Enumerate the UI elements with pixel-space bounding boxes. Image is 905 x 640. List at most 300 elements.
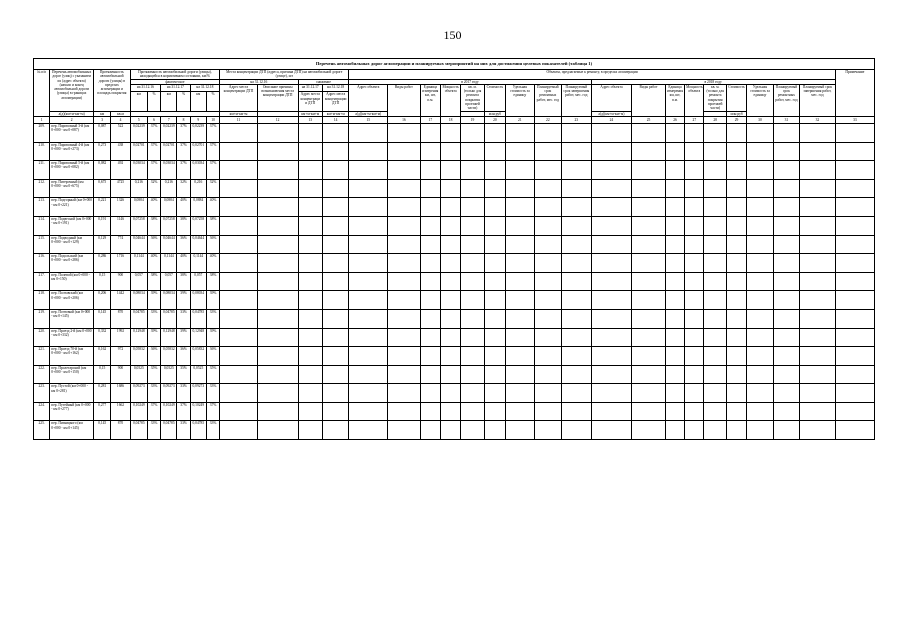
cell-empty bbox=[440, 235, 460, 254]
header-work-type-2018: Виды работ bbox=[632, 84, 666, 116]
cell-empty bbox=[800, 328, 836, 347]
cell-v2: 0,03034 bbox=[161, 161, 177, 180]
cell-empty bbox=[562, 254, 592, 273]
cell-empty bbox=[322, 272, 348, 291]
cell-name: пер. Паровозный 4-й (км 0+000 - км 0+273) bbox=[50, 142, 94, 161]
table-row bbox=[34, 272, 875, 291]
header-cost-2018: Стоимость bbox=[726, 84, 746, 111]
cell-empty bbox=[534, 328, 561, 347]
cell-empty bbox=[726, 254, 746, 273]
cell-p2: 33% bbox=[177, 384, 190, 403]
cell-empty bbox=[461, 328, 484, 347]
header-dtp-addr-2: Адрес места концентрации ДТП bbox=[298, 92, 322, 111]
cell-no: 222. bbox=[34, 365, 50, 384]
data-rows bbox=[34, 123, 875, 439]
cell-empty bbox=[388, 365, 421, 384]
cell-empty bbox=[665, 272, 684, 291]
cell-p2: 38% bbox=[177, 272, 190, 291]
cell-no: 223. bbox=[34, 384, 50, 403]
table-row bbox=[34, 161, 875, 180]
column-number: 22 bbox=[534, 116, 561, 123]
cell-v2: 0,04644 bbox=[161, 235, 177, 254]
cell-empty bbox=[322, 216, 348, 235]
cell-empty bbox=[685, 142, 704, 161]
cell-empty bbox=[835, 421, 874, 440]
cell-empty bbox=[665, 254, 684, 273]
cell-empty bbox=[747, 309, 773, 328]
cell-empty bbox=[388, 179, 421, 198]
cell-empty bbox=[685, 123, 704, 142]
cell-empty bbox=[349, 309, 388, 328]
cell-empty bbox=[685, 347, 704, 366]
cell-empty bbox=[322, 328, 348, 347]
header-plan-end-2018: Планируемый срок завершения работ, мес. год bbox=[800, 84, 836, 116]
cell-name: пер. Полтавский (км 0+000 - км 0+206) bbox=[50, 291, 94, 310]
cell-len: 0,221 bbox=[94, 198, 111, 217]
cell-empty bbox=[747, 142, 773, 161]
cell-empty bbox=[632, 328, 666, 347]
cell-empty bbox=[726, 272, 746, 291]
cell-empty bbox=[591, 123, 632, 142]
header-area-2017: кв. м. (только для ремонта покрытия проезжей части) bbox=[461, 84, 484, 111]
cell-empty bbox=[388, 402, 421, 421]
cell-empty bbox=[800, 142, 836, 161]
cell-empty bbox=[632, 291, 666, 310]
cell-empty bbox=[534, 365, 561, 384]
cell-empty bbox=[440, 198, 460, 217]
cell-len: 0,277 bbox=[94, 402, 111, 421]
cell-p2: 37% bbox=[177, 402, 190, 421]
cell-empty bbox=[835, 365, 874, 384]
cell-empty bbox=[257, 179, 298, 198]
cell-v3: 0,057 bbox=[190, 272, 206, 291]
cell-empty bbox=[420, 142, 440, 161]
cell-no: 213. bbox=[34, 198, 50, 217]
cell-empty bbox=[835, 161, 874, 180]
cell-empty bbox=[484, 179, 505, 198]
header-date-1: на 31.12.16 bbox=[130, 84, 161, 91]
cell-empty bbox=[420, 421, 440, 440]
column-number: 13 bbox=[298, 116, 322, 123]
cell-empty bbox=[747, 272, 773, 291]
cell-empty bbox=[534, 309, 561, 328]
cell-p3: 38% bbox=[206, 272, 219, 291]
column-number: 3 bbox=[94, 116, 111, 123]
column-number: 18 bbox=[440, 116, 460, 123]
column-number: 4 bbox=[111, 116, 130, 123]
cell-empty bbox=[562, 347, 592, 366]
cell-empty bbox=[800, 198, 836, 217]
cell-v3: 0,05832 bbox=[190, 347, 206, 366]
cell-empty bbox=[773, 347, 799, 366]
cell-len: 0,145 bbox=[94, 421, 111, 440]
cell-empty bbox=[388, 235, 421, 254]
cell-p3: 37% bbox=[206, 123, 219, 142]
cell-empty bbox=[704, 216, 726, 235]
cell-v3: 0,08034 bbox=[190, 291, 206, 310]
cell-empty bbox=[562, 402, 592, 421]
cell-empty bbox=[591, 347, 632, 366]
cell-area: 900 bbox=[111, 272, 130, 291]
cell-empty bbox=[484, 365, 505, 384]
cell-empty bbox=[506, 421, 534, 440]
cell-empty bbox=[800, 161, 836, 180]
cell-empty bbox=[835, 291, 874, 310]
cell-empty bbox=[506, 291, 534, 310]
cell-empty bbox=[747, 347, 773, 366]
cell-empty bbox=[685, 291, 704, 310]
table-row bbox=[34, 328, 875, 347]
cell-empty bbox=[484, 347, 505, 366]
header-unit-pct-1: % bbox=[147, 92, 160, 111]
cell-empty bbox=[220, 272, 258, 291]
cell-empty bbox=[440, 216, 460, 235]
cell-empty bbox=[440, 421, 460, 440]
cell-empty bbox=[685, 198, 704, 217]
column-number: 29 bbox=[726, 116, 746, 123]
cell-no: 214. bbox=[34, 216, 50, 235]
table-row bbox=[34, 421, 875, 440]
cell-empty bbox=[773, 179, 799, 198]
cell-empty bbox=[388, 309, 421, 328]
cell-empty bbox=[534, 347, 561, 366]
cell-name: пер. Подводный (км 0+000 - км 0+129) bbox=[50, 235, 94, 254]
header-dtp-addr-3: Адрес места концентрации ДТП bbox=[322, 92, 348, 111]
cell-p1: 37% bbox=[147, 123, 160, 142]
cell-area: 492 bbox=[111, 161, 130, 180]
cell-empty bbox=[420, 123, 440, 142]
cell-empty bbox=[726, 384, 746, 403]
cell-empty bbox=[461, 142, 484, 161]
cell-empty bbox=[349, 235, 388, 254]
cell-p2: 37% bbox=[177, 123, 190, 142]
cell-empty bbox=[322, 142, 348, 161]
cell-empty bbox=[726, 235, 746, 254]
cell-empty bbox=[591, 365, 632, 384]
cell-p2: 33% bbox=[177, 421, 190, 440]
cell-p1: 40% bbox=[147, 254, 160, 273]
cell-empty bbox=[506, 309, 534, 328]
cell-p1: 33% bbox=[147, 384, 160, 403]
header-unit-km-1: км bbox=[130, 92, 147, 111]
header-date-3: на 31.12.18 bbox=[190, 84, 220, 91]
cell-v2: 0,07258 bbox=[161, 216, 177, 235]
column-number: 9 bbox=[190, 116, 206, 123]
cell-name: пер. Подвесной (км 0+000 - км 0+191) bbox=[50, 216, 94, 235]
cell-empty bbox=[800, 179, 836, 198]
cell-empty bbox=[591, 216, 632, 235]
cell-no: 215. bbox=[34, 235, 50, 254]
cell-empty bbox=[440, 123, 460, 142]
cell-len: 0,162 bbox=[94, 347, 111, 366]
cell-empty bbox=[349, 402, 388, 421]
cell-v3: 0,04644 bbox=[190, 235, 206, 254]
cell-empty bbox=[257, 291, 298, 310]
cell-name: пер. Пустой (км 0+000 - км 0+281) bbox=[50, 384, 94, 403]
cell-empty bbox=[665, 161, 684, 180]
table-row bbox=[34, 254, 875, 273]
cell-empty bbox=[632, 309, 666, 328]
cell-empty bbox=[665, 365, 684, 384]
cell-empty bbox=[773, 365, 799, 384]
cell-len: 0,273 bbox=[94, 142, 111, 161]
cell-empty bbox=[665, 123, 684, 142]
cell-empty bbox=[420, 328, 440, 347]
column-number: 11 bbox=[220, 116, 258, 123]
cell-empty bbox=[835, 142, 874, 161]
cell-empty bbox=[440, 347, 460, 366]
cell-p1: 38% bbox=[147, 272, 160, 291]
cell-empty bbox=[632, 421, 666, 440]
cell-empty bbox=[591, 179, 632, 198]
cell-no: 225. bbox=[34, 421, 50, 440]
cell-v3: 0,03034 bbox=[190, 161, 206, 180]
column-number: 32 bbox=[800, 116, 836, 123]
cell-p3: 36% bbox=[206, 347, 219, 366]
cell-empty bbox=[440, 291, 460, 310]
cell-empty bbox=[420, 291, 440, 310]
cell-empty bbox=[591, 235, 632, 254]
cell-area: 1326 bbox=[111, 198, 130, 217]
cell-empty bbox=[591, 254, 632, 273]
cell-empty bbox=[534, 272, 561, 291]
cell-empty bbox=[685, 161, 704, 180]
cell-empty bbox=[484, 291, 505, 310]
cell-empty bbox=[800, 291, 836, 310]
cell-p1: 38% bbox=[147, 216, 160, 235]
cell-empty bbox=[773, 142, 799, 161]
cell-empty bbox=[298, 347, 322, 366]
cell-empty bbox=[704, 235, 726, 254]
cell-empty bbox=[591, 421, 632, 440]
cell-empty bbox=[388, 328, 421, 347]
cell-v2: 0,1144 bbox=[161, 254, 177, 273]
cell-empty bbox=[685, 235, 704, 254]
cell-area: 972 bbox=[111, 347, 130, 366]
cell-empty bbox=[322, 421, 348, 440]
table-row bbox=[34, 198, 875, 217]
cell-empty bbox=[773, 123, 799, 142]
cell-empty bbox=[388, 142, 421, 161]
cell-p3: 38% bbox=[206, 216, 219, 235]
cell-empty bbox=[800, 421, 836, 440]
column-number: 6 bbox=[147, 116, 160, 123]
cell-empty bbox=[420, 235, 440, 254]
cell-empty bbox=[506, 384, 534, 403]
cell-empty bbox=[800, 347, 836, 366]
cell-empty bbox=[322, 179, 348, 198]
cell-p3: 39% bbox=[206, 328, 219, 347]
cell-empty bbox=[506, 161, 534, 180]
header-dtp-sub: снижение bbox=[298, 79, 349, 84]
cell-p1: 32% bbox=[147, 179, 160, 198]
cell-p3: 33% bbox=[206, 309, 219, 328]
cell-area: 900 bbox=[111, 365, 130, 384]
cell-area: 438 bbox=[111, 142, 130, 161]
cell-empty bbox=[747, 216, 773, 235]
cell-empty bbox=[349, 365, 388, 384]
cell-len: 0,129 bbox=[94, 235, 111, 254]
cell-v2: 0,12948 bbox=[161, 328, 177, 347]
cell-empty bbox=[220, 161, 258, 180]
cell-empty bbox=[632, 272, 666, 291]
table-row bbox=[34, 365, 875, 384]
cell-len: 0,15 bbox=[94, 365, 111, 384]
cell-empty bbox=[388, 161, 421, 180]
cell-p2: 40% bbox=[177, 198, 190, 217]
cell-empty bbox=[704, 309, 726, 328]
cell-empty bbox=[726, 161, 746, 180]
cell-empty bbox=[420, 365, 440, 384]
cell-p3: 33% bbox=[206, 384, 219, 403]
cell-empty bbox=[800, 123, 836, 142]
cell-empty bbox=[506, 272, 534, 291]
cell-v2: 0,04785 bbox=[161, 309, 177, 328]
cell-empty bbox=[835, 179, 874, 198]
cell-p1: 33% bbox=[147, 309, 160, 328]
cell-empty bbox=[440, 402, 460, 421]
cell-v2: 0,04785 bbox=[161, 421, 177, 440]
cell-empty bbox=[534, 198, 561, 217]
cell-empty bbox=[349, 161, 388, 180]
column-number: 24 bbox=[591, 116, 632, 123]
cell-empty bbox=[298, 272, 322, 291]
cell-empty bbox=[534, 179, 561, 198]
cell-empty bbox=[591, 142, 632, 161]
header-dtp-date: на 31.12.16 bbox=[220, 79, 298, 84]
cell-empty bbox=[747, 235, 773, 254]
cell-empty bbox=[773, 198, 799, 217]
cell-empty bbox=[257, 254, 298, 273]
cell-v1: 0,07258 bbox=[130, 216, 147, 235]
cell-len: 0,675 bbox=[94, 179, 111, 198]
header-unit-kmm-14: км+м-км+м bbox=[322, 111, 348, 116]
cell-empty bbox=[534, 142, 561, 161]
cell-empty bbox=[298, 421, 322, 440]
header-unit-mln-2018: млн руб bbox=[726, 111, 746, 116]
cell-empty bbox=[704, 328, 726, 347]
cell-p2: 32% bbox=[177, 179, 190, 198]
cell-empty bbox=[747, 421, 773, 440]
cell-empty bbox=[632, 365, 666, 384]
cell-p3: 40% bbox=[206, 198, 219, 217]
cell-empty bbox=[665, 402, 684, 421]
cell-empty bbox=[726, 179, 746, 198]
cell-empty bbox=[685, 179, 704, 198]
cell-empty bbox=[747, 291, 773, 310]
cell-empty bbox=[298, 142, 322, 161]
cell-empty bbox=[800, 254, 836, 273]
cell-empty bbox=[322, 291, 348, 310]
cell-len: 0,332 bbox=[94, 328, 111, 347]
cell-empty bbox=[685, 328, 704, 347]
cell-empty bbox=[835, 123, 874, 142]
header-row-3 bbox=[34, 84, 875, 91]
table-row bbox=[34, 384, 875, 403]
cell-empty bbox=[220, 328, 258, 347]
cell-empty bbox=[704, 254, 726, 273]
table-title: Перечень автомобильных дорог агломерации и планируемых мероприятий на них для достижения целевых показателей (таблица 1) bbox=[34, 59, 875, 70]
cell-empty bbox=[591, 328, 632, 347]
cell-empty bbox=[349, 216, 388, 235]
cell-empty bbox=[298, 365, 322, 384]
cell-no: 224. bbox=[34, 402, 50, 421]
column-number: 1 bbox=[34, 116, 50, 123]
cell-v3: 0,0884 bbox=[190, 198, 206, 217]
cell-no: 209. bbox=[34, 123, 50, 142]
column-number: 20 bbox=[484, 116, 505, 123]
cell-empty bbox=[461, 179, 484, 198]
cell-name: пер. Пролетарский (км 0+000 - км 0+150) bbox=[50, 365, 94, 384]
cell-p1: 40% bbox=[147, 198, 160, 217]
cell-empty bbox=[835, 347, 874, 366]
cell-empty bbox=[665, 347, 684, 366]
cell-empty bbox=[534, 216, 561, 235]
cell-empty bbox=[773, 384, 799, 403]
cell-empty bbox=[220, 198, 258, 217]
title-row bbox=[34, 59, 875, 70]
cell-empty bbox=[562, 291, 592, 310]
cell-empty bbox=[484, 198, 505, 217]
header-unit-km-2: км bbox=[161, 92, 177, 111]
cell-empty bbox=[665, 179, 684, 198]
cell-empty bbox=[298, 235, 322, 254]
column-number: 17 bbox=[420, 116, 440, 123]
cell-len: 0,286 bbox=[94, 254, 111, 273]
cell-empty bbox=[704, 198, 726, 217]
cell-p2: 38% bbox=[177, 216, 190, 235]
cell-v2: 0,10249 bbox=[161, 402, 177, 421]
cell-empty bbox=[632, 347, 666, 366]
cell-empty bbox=[747, 179, 773, 198]
cell-empty bbox=[461, 309, 484, 328]
cell-empty bbox=[440, 272, 460, 291]
cell-empty bbox=[665, 421, 684, 440]
header-date-2: на 31.12.17 bbox=[161, 84, 191, 91]
cell-empty bbox=[591, 272, 632, 291]
cell-empty bbox=[257, 402, 298, 421]
cell-no: 212. bbox=[34, 179, 50, 198]
cell-p3: 33% bbox=[206, 421, 219, 440]
header-normative-sub: фактическое bbox=[130, 79, 220, 84]
column-number: 5 bbox=[130, 116, 147, 123]
cell-p2: 36% bbox=[177, 347, 190, 366]
cell-empty bbox=[506, 235, 534, 254]
cell-empty bbox=[220, 291, 258, 310]
cell-name: пер. Пятерочный (км 0+000 - км 0+675) bbox=[50, 179, 94, 198]
cell-empty bbox=[257, 365, 298, 384]
cell-empty bbox=[298, 328, 322, 347]
cell-v1: 0,04644 bbox=[130, 235, 147, 254]
cell-empty bbox=[534, 421, 561, 440]
cell-empty bbox=[349, 142, 388, 161]
cell-empty bbox=[257, 272, 298, 291]
cell-empty bbox=[322, 309, 348, 328]
cell-empty bbox=[461, 402, 484, 421]
cell-empty bbox=[562, 309, 592, 328]
cell-v2: 0,09273 bbox=[161, 384, 177, 403]
cell-empty bbox=[704, 272, 726, 291]
cell-name: пер. Подгорный (км 0+000 - км 0+221) bbox=[50, 198, 94, 217]
cell-empty bbox=[685, 421, 704, 440]
cell-name: пер. Паровозный 3-й (км 0+000 - км 0+087) bbox=[50, 123, 94, 142]
cell-empty bbox=[726, 216, 746, 235]
cell-empty bbox=[349, 328, 388, 347]
header-cost-2017: Стоимость bbox=[484, 84, 505, 111]
cell-v1: 0,057 bbox=[130, 272, 147, 291]
cell-empty bbox=[835, 235, 874, 254]
cell-p3: 36% bbox=[206, 235, 219, 254]
